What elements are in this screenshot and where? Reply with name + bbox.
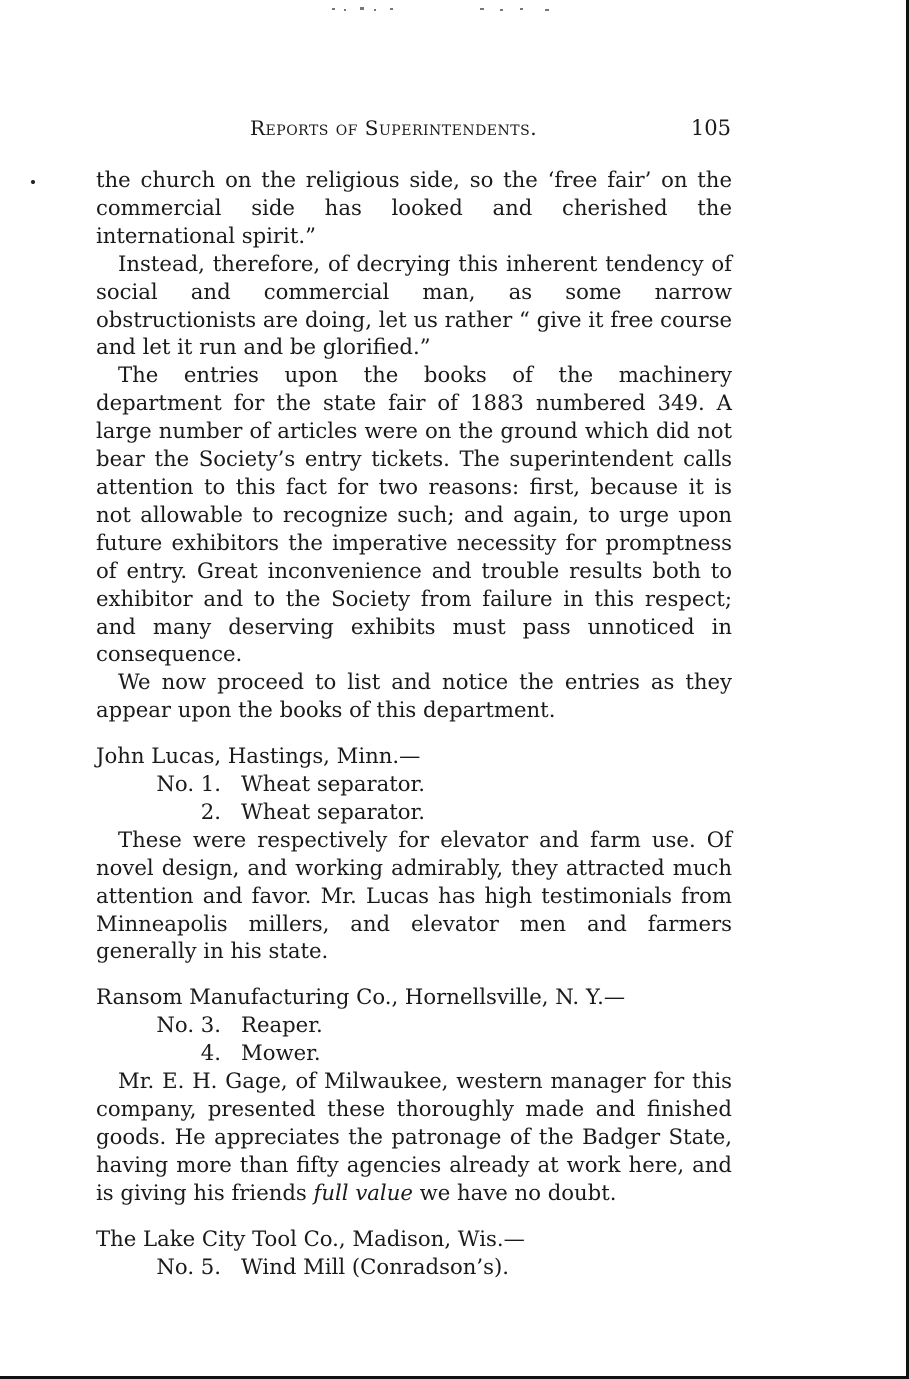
page-number: 105 [690,116,731,140]
entry-item [96,1039,732,1067]
entry-number: 4. [200,1040,221,1066]
entry-number: 2. [200,798,221,824]
entry-item [96,798,732,826]
entry-name: Mower. [241,1040,321,1066]
scan-speckle [330,6,570,14]
entry-notice [96,1067,732,1207]
entry-item [96,770,732,798]
entry-name: Wind Mill (Conradson’s). [241,1253,509,1279]
paragraph: the church on the religious side, so the ‘free fair’ on the commercial side has looked and cherished the international spirit.” [96,167,732,248]
entry-name: Wheat separator. [241,798,426,824]
margin-mark [31,180,35,184]
paragraph: The entries upon the books of the machinery department for the state fair of 1883 numbered 349. A large number of articles were on the ground which did not bear the Society’s entry tickets. The superintendent calls attention to this fact for two reasons: first, because it is not allowable to recognize such; and again, to urge upon future exhibitors the imperative necessity for promptness of entry. Great inconvenience and trouble results both to exhibitor and to the Society from failure in this respect; and many deserving exhibits must pass unnoticed in consequence. [96,362,732,667]
page-body [96,166,732,1280]
entry-number: No. 1. [156,771,221,797]
paragraph: We now proceed to list and notice the entries as they appear upon the books of this department. [96,669,732,723]
running-head: Reports of Superintendents. [250,116,538,140]
entrant-heading: Ransom Manufacturing Co., Hornellsville, N. Y.— [96,984,626,1010]
entry-name: Reaper. [241,1012,323,1038]
paragraph: Instead, therefore, of decrying this inherent tendency of social and commercial man, as some narrow obstructionists are doing, let us rather “ give it free course and let it run and be glorified.” [96,250,732,360]
notice-italic: full value [313,1179,413,1205]
notice-text: we have no doubt. [412,1179,617,1205]
entry-name: Wheat separator. [241,771,426,797]
entry-item [96,1253,732,1281]
entrant-heading: John Lucas, Hastings, Minn.— [96,743,421,769]
entry-notice: These were respectively for elevator and farm use. Of novel design, and working admirably, they attracted much attention and favor. Mr. Lucas has high testimonials from Minneapolis millers, and elevator men and farmers generally in his state. [96,826,732,964]
entrant-heading: The Lake City Tool Co., Madison, Wis.— [96,1225,525,1251]
entry-number: No. 5. [156,1253,221,1279]
entry-item [96,1011,732,1039]
page-header [96,116,731,146]
entry-number: No. 3. [156,1012,221,1038]
notice-text: Mr. E. H. Gage, of Milwaukee, western manager for this company, presented these thoroughly made and finished goods. He appreciates the patronage of the Badger State, having more than fifty agencies already at work here, and is giving his friends [96,1068,732,1205]
